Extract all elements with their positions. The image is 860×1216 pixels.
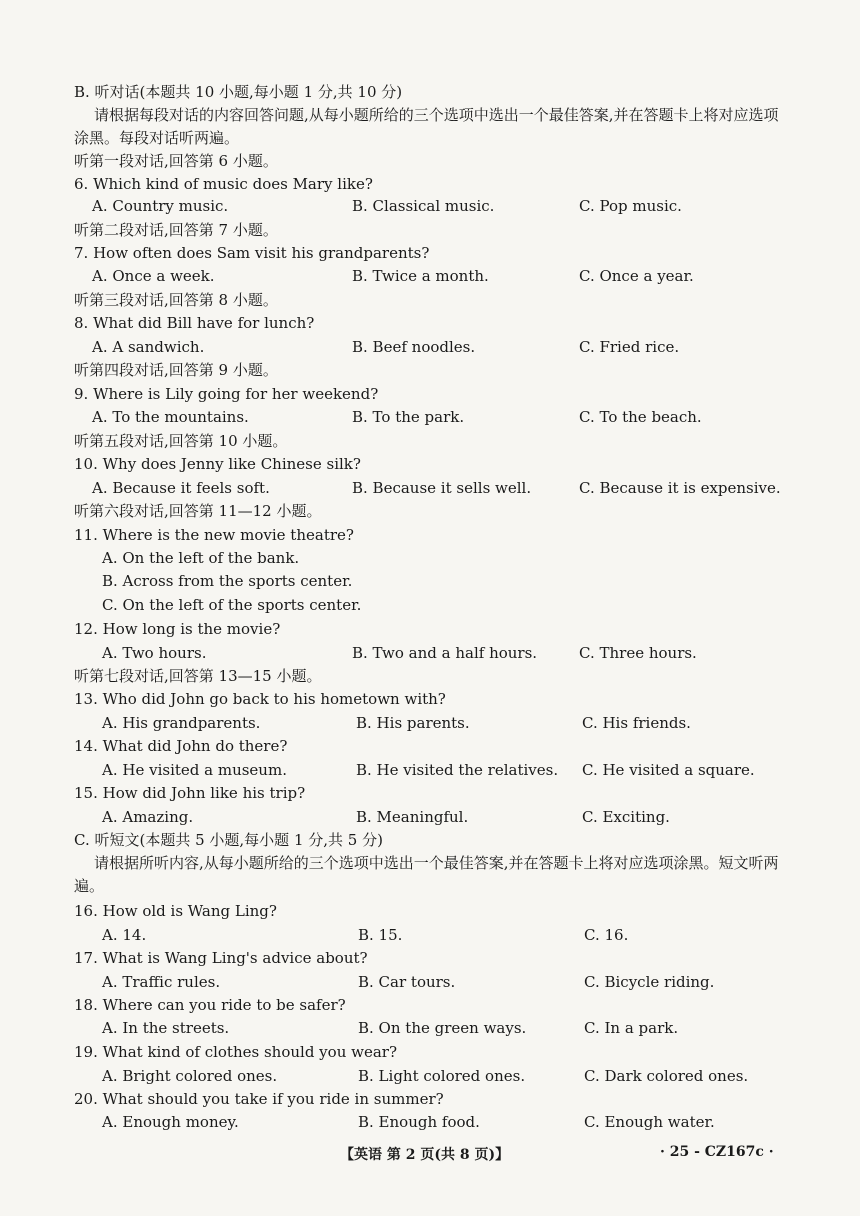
option-c: C. Pop music. xyxy=(579,197,682,215)
option-c: C. He visited a square. xyxy=(582,761,755,779)
option-a: A. 14. xyxy=(102,926,147,944)
option-b: B. He visited the relatives. xyxy=(356,761,559,779)
option-a: A. Amazing. xyxy=(102,808,194,826)
option-b: B. Twice a month. xyxy=(352,267,489,285)
option-c: C. Fried rice. xyxy=(579,338,680,356)
option-c: C. Enough water. xyxy=(584,1113,715,1131)
option-b: B. Car tours. xyxy=(358,973,456,991)
option-c: C. His friends. xyxy=(582,714,691,732)
option-b: B. On the green ways. xyxy=(358,1019,527,1037)
paper-code: · 25 - CZ167c · xyxy=(660,1144,774,1160)
option-c: C. Exciting. xyxy=(582,808,670,826)
option-c: C. Because it is expensive. xyxy=(579,479,781,497)
option-a: A. Country music. xyxy=(92,197,229,215)
option-a: A. Enough money. xyxy=(102,1113,239,1131)
option-a: A. In the streets. xyxy=(102,1019,230,1037)
option-b: B. 15. xyxy=(358,926,403,944)
option-a: A. Two hours. xyxy=(102,644,207,662)
option-a: A. A sandwich. xyxy=(92,338,205,356)
option-b: B. To the park. xyxy=(352,408,465,426)
option-c: C. To the beach. xyxy=(579,408,702,426)
option-c: C. Bicycle riding. xyxy=(584,973,715,991)
option-a: A. He visited a museum. xyxy=(102,761,287,779)
option-c: C. In a park. xyxy=(584,1019,679,1037)
exam-page: B. 听对话(本题共 10 小题,每小题 1 分,共 10 分) 请根据每段对话的内容回答问题,从每小题所给的三个选项中选出一个最佳答案,并在答题卡上将对应选项涂黑。每段对话听两遍。 听第一段对话,回答第 6 小题。 6. Which kind of music does Mary like? A. Country music. B. Classical music. C. Pop music. 听第二段对话,回答第 7 小题。 7. How often does Sam visit his grandparents? A. Once a week. B. Twice a month. C. Once a year. 听第三段对话,回答第 8 小题。 8. What did Bill have for lunch? A. A sandwich. B. Beef noodles. C. Fried rice. 听第四段对话,回答第 9 小题。 9. Where is Lily going for her weekend? A. To the mountains. B. To the park. C. To the beach. 听第五段对话,回答第 10 小题。 10. Why does Jenny like Chinese silk? A. Because it feels soft. B. Because it sells well. C. Because it is expensive. 听第六段对话,回答第 11—12 小题。 11. Where is the new movie theatre? A. On the left of the bank. B. Across from the sports center. C. On the left of the sports center. 12. How long is the movie? A. Two hours. B. Two and a half hours. C. Three hours. 听第七段对话,回答第 13—15 小题。 13. Who did John go back to his hometown with? A. His grandparents. B. His parents. C. His friends. 14. What did John do there? A. He visited a museum. B. He visited the relatives. C. He visited a square. 15. How did John like his trip? A. Amazing. B. Meaningful. C. Exciting. C. 听短文(本题共 5 小题,每小题 1 分,共 5 分) 请根据所听内容,从每小题所给的三个选项中选出一个最佳答案,并在答题卡上将对应选项涂黑。短文听两遍。 16. How old is Wang Ling? A. 14. B. 15. C. 16. 17. What is Wang Ling's advice about? A. Traffic rules. B. Car tours. C. Bicycle riding. 18. Where can you ride to be safer? A. In the streets. B. On the green ways. C. In a park. 19. What kind of clothes should you wear? A. Bright colored ones. B. Light colored ones. C. Dark colored ones. 20. What should you take if you ride in summer? A. Enough money. B. Enough food. C. Enough water. 【英语 第 2 页(共 8 页)】 · 25 - CZ167c · xyxy=(0,0,860,1216)
option-b: B. Classical music. xyxy=(352,197,495,215)
page-number-footer: 【英语 第 2 页(共 8 页)】 xyxy=(340,1147,510,1163)
section-b-instruction: 请根据每段对话的内容回答问题,从每小题所给的三个选项中选出一个最佳答案,并在答题卡上将对应选项涂黑。每段对话听两遍。 xyxy=(74,106,779,147)
option-b: B. Two and a half hours. xyxy=(352,644,538,662)
option-c: C. Once a year. xyxy=(579,267,694,285)
option-b: B. Beef noodles. xyxy=(352,338,476,356)
option-b: B. His parents. xyxy=(356,714,470,732)
option-b: B. Meaningful. xyxy=(356,808,469,826)
option-b: B. Light colored ones. xyxy=(358,1067,526,1085)
section-c-instruction: 请根据所听内容,从每小题所给的三个选项中选出一个最佳答案,并在答题卡上将对应选项涂黑。短文听两遍。 xyxy=(74,854,779,895)
option-c: C. Three hours. xyxy=(579,644,697,662)
option-b: B. Because it sells well. xyxy=(352,479,532,497)
option-a: A. His grandparents. xyxy=(102,714,261,732)
option-a: A. To the mountains. xyxy=(92,408,249,426)
option-a: A. Once a week. xyxy=(92,267,215,285)
option-c: C. Dark colored ones. xyxy=(584,1067,749,1085)
option-b: B. Enough food. xyxy=(358,1113,480,1131)
option-c: C. 16. xyxy=(584,926,629,944)
option-a: A. Because it feels soft. xyxy=(92,479,270,497)
option-a: A. Traffic rules. xyxy=(102,973,221,991)
option-a: A. Bright colored ones. xyxy=(102,1067,278,1085)
